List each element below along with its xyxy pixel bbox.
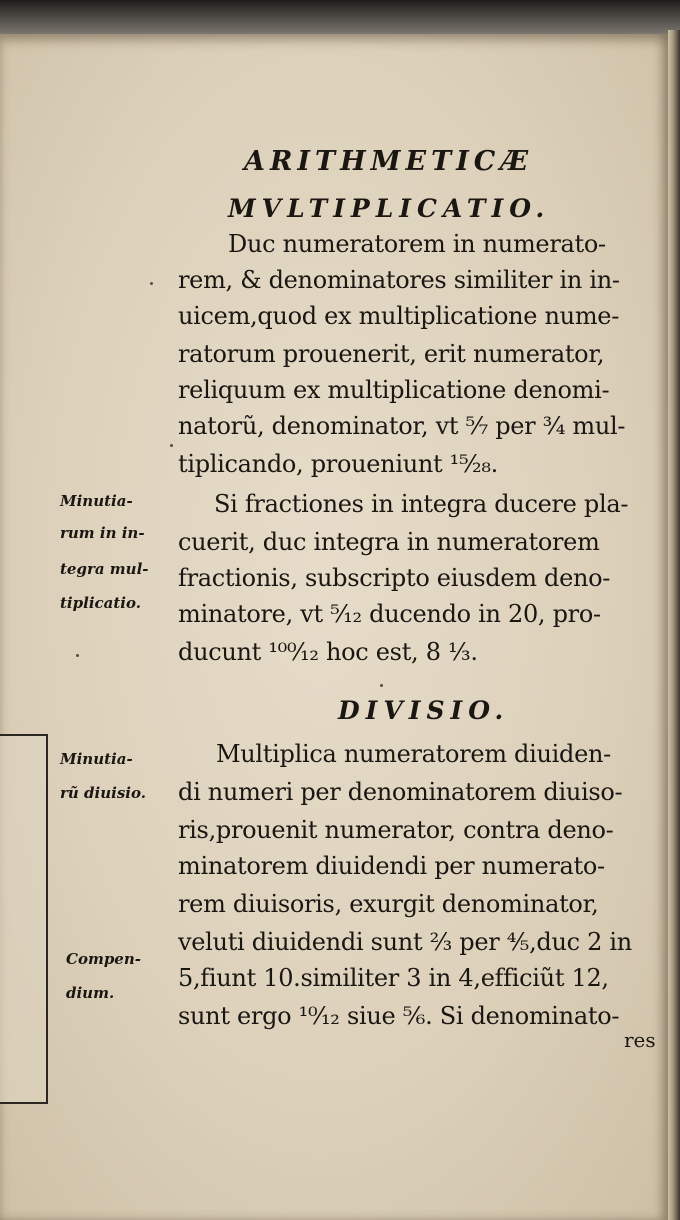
margin-note-line: rum in in-	[60, 524, 145, 542]
body-line: ducunt ¹⁰⁰⁄₁₂ hoc est, 8 ¹⁄₃.	[178, 638, 478, 666]
body-line: 5,fiunt 10.similiter 3 in 4,efficiũt 12,	[178, 964, 609, 992]
body-line: Duc numeratorem in numerato-	[228, 230, 606, 258]
margin-note-line: dium.	[66, 984, 115, 1002]
body-line: uicem,quod ex multiplicatione nume-	[178, 302, 620, 330]
body-line: tiplicando, proueniunt ¹⁵⁄₂₈.	[178, 450, 498, 478]
page-tab-marker	[0, 734, 48, 1104]
section-heading-divisio: DIVISIO.	[338, 696, 510, 725]
body-line: Multiplica numeratorem diuiden-	[216, 740, 611, 768]
body-line: reliquum ex multiplicatione denomi-	[178, 376, 610, 404]
body-line: ratorum prouenerit, erit numerator,	[178, 340, 605, 368]
margin-note-line: tiplicatio.	[60, 594, 141, 612]
body-line: di numeri per denominatorem diuiso-	[178, 778, 623, 806]
body-line: sunt ergo ¹⁰⁄₁₂ siue ⁵⁄₆. Si denominato-	[178, 1002, 620, 1030]
body-line: natorũ, denominator, vt ⁵⁄₇ per ³⁄₄ mul-	[178, 412, 626, 440]
margin-note-line: tegra mul-	[60, 560, 149, 578]
body-line: rem diuisoris, exurgit denominator,	[178, 890, 599, 918]
page-edge-shadow	[668, 30, 680, 1220]
body-line: rem, & denominatores similiter in in-	[178, 266, 620, 294]
margin-note-line: rũ diuisio.	[60, 784, 146, 802]
body-line: cuerit, duc integra in numeratorem	[178, 528, 600, 556]
body-line: minatore, vt ⁵⁄₁₂ ducendo in 20, pro-	[178, 600, 601, 628]
body-line: Si fractiones in integra ducere pla-	[214, 490, 629, 518]
margin-note-line: Minutia-	[60, 750, 133, 768]
section-heading-multiplicatio: MVLTIPLICATIO.	[228, 194, 551, 223]
body-line: minatorem diuidendi per numerato-	[178, 852, 605, 880]
ink-speck	[170, 444, 173, 447]
running-head: ARITHMETICÆ	[244, 146, 534, 177]
catchword: res	[624, 1028, 656, 1052]
body-line: ris,prouenit numerator, contra deno-	[178, 816, 614, 844]
ink-speck	[76, 654, 79, 657]
body-line: veluti diuidendi sunt ²⁄₃ per ⁴⁄₅,duc 2 in	[178, 928, 632, 956]
ink-speck	[150, 282, 153, 285]
body-line: fractionis, subscripto eiusdem deno-	[178, 564, 611, 592]
margin-note-line: Minutia-	[60, 492, 133, 510]
margin-note-line: Compen-	[66, 950, 141, 968]
ink-speck	[380, 684, 383, 687]
